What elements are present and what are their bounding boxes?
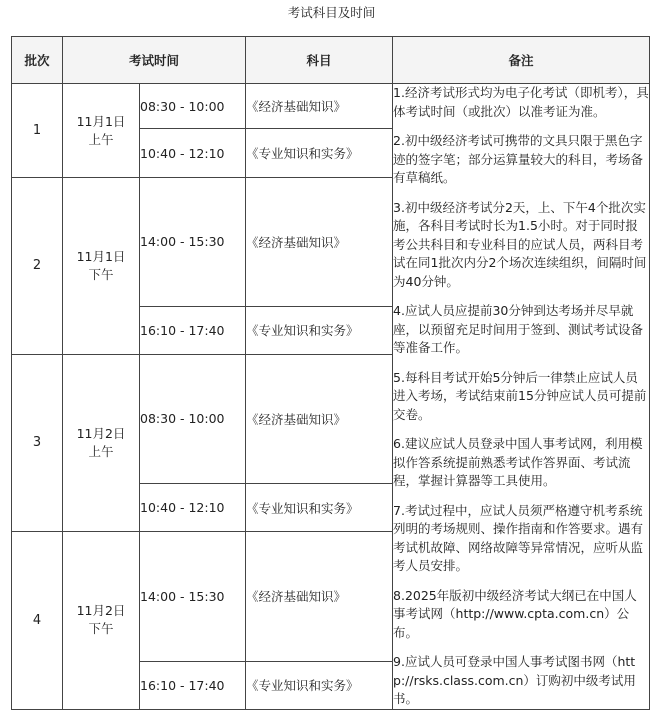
period-text: 下午	[88, 266, 114, 282]
note-item: 7.考试过程中，应试人员须严格遵守机考系统列明的考场规则、操作指南和作答要求。遇有考试机故障、网络故障等异常情况，应听从监考人员安排。	[393, 502, 644, 573]
session-time: 08:30 - 10:00	[140, 84, 246, 129]
date-text: 11月1日	[76, 248, 126, 264]
session-subject: 《经济基础知识》	[246, 532, 393, 662]
note-item: 8.2025年版初中级经济考试大纲已在中国人事考试网（http://www.cpta.com.cn）公布。	[393, 587, 637, 640]
note-item: 3.初中级经济考试分2天，上、下午4个批次实施，各科目考试时长为1.5小时。对于同时报考公共科目和专业科目的应试人员，两科目考试在同1批次内分2个场次连续组织，间隔时间为40分钟。	[393, 199, 647, 289]
batch-date	[63, 354, 140, 532]
page-title: 考试科目及时间	[287, 5, 376, 20]
session-subject: 《专业知识和实务》	[246, 129, 393, 178]
batch-date	[63, 178, 140, 355]
batch-number: 4	[12, 532, 63, 710]
header-exam-time: 考试时间	[63, 37, 246, 84]
header-subject: 科目	[246, 37, 393, 84]
table-row	[12, 84, 650, 129]
batch-number: 1	[12, 84, 63, 178]
date-text: 11月2日	[76, 425, 126, 441]
session-time: 14:00 - 15:30	[140, 532, 246, 662]
note-item: 9.应试人员可登录中国人事考试图书网（http://rsks.class.com.cn）订购初中级考试用书。	[393, 654, 636, 706]
notes-cell	[393, 84, 650, 710]
session-subject: 《经济基础知识》	[246, 84, 393, 129]
batch-date	[63, 84, 140, 178]
session-time: 10:40 - 12:10	[140, 484, 246, 532]
session-time: 16:10 - 17:40	[140, 661, 246, 709]
period-text: 上午	[88, 131, 114, 147]
session-subject: 《经济基础知识》	[246, 178, 393, 307]
table-header-row	[12, 37, 650, 84]
header-batch: 批次	[12, 37, 63, 84]
date-text: 11月2日	[76, 603, 126, 619]
date-text: 11月1日	[76, 113, 126, 129]
batch-date	[63, 532, 140, 710]
note-item: 2.初中级经济考试可携带的文具只限于黑色字迹的签字笔；部分运算量较大的科目，考场备有草稿纸。	[393, 133, 644, 185]
header-notes: 备注	[393, 37, 650, 84]
note-item: 5.每科目考试开始5分钟后一律禁止应试人员进入考场，考试结束前15分钟应试人员可提前交卷。	[393, 369, 647, 422]
session-time: 16:10 - 17:40	[140, 306, 246, 354]
exam-schedule-table	[11, 36, 650, 710]
period-text: 上午	[88, 443, 114, 459]
batch-number: 3	[12, 354, 63, 532]
period-text: 下午	[88, 621, 114, 637]
session-subject: 《专业知识和实务》	[246, 484, 393, 532]
note-item: 4.应试人员应提前30分钟到达考场并尽早就座，以预留充足时间用于签到、测试考试设备等准备工作。	[393, 303, 644, 355]
session-time: 10:40 - 12:10	[140, 129, 246, 178]
session-subject: 《专业知识和实务》	[246, 306, 393, 354]
session-time: 08:30 - 10:00	[140, 354, 246, 484]
session-subject: 《专业知识和实务》	[246, 661, 393, 709]
note-item: 1.经济考试形式均为电子化考试（即机考），具体考试时间（或批次）以准考证为准。	[393, 85, 649, 119]
batch-number: 2	[12, 178, 63, 355]
note-item: 6.建议应试人员登录中国人事考试网，利用模拟作答系统提前熟悉考试作答界面、考试流程，掌握计算器等工具使用。	[393, 436, 643, 488]
session-time: 14:00 - 15:30	[140, 178, 246, 307]
session-subject: 《经济基础知识》	[246, 354, 393, 484]
